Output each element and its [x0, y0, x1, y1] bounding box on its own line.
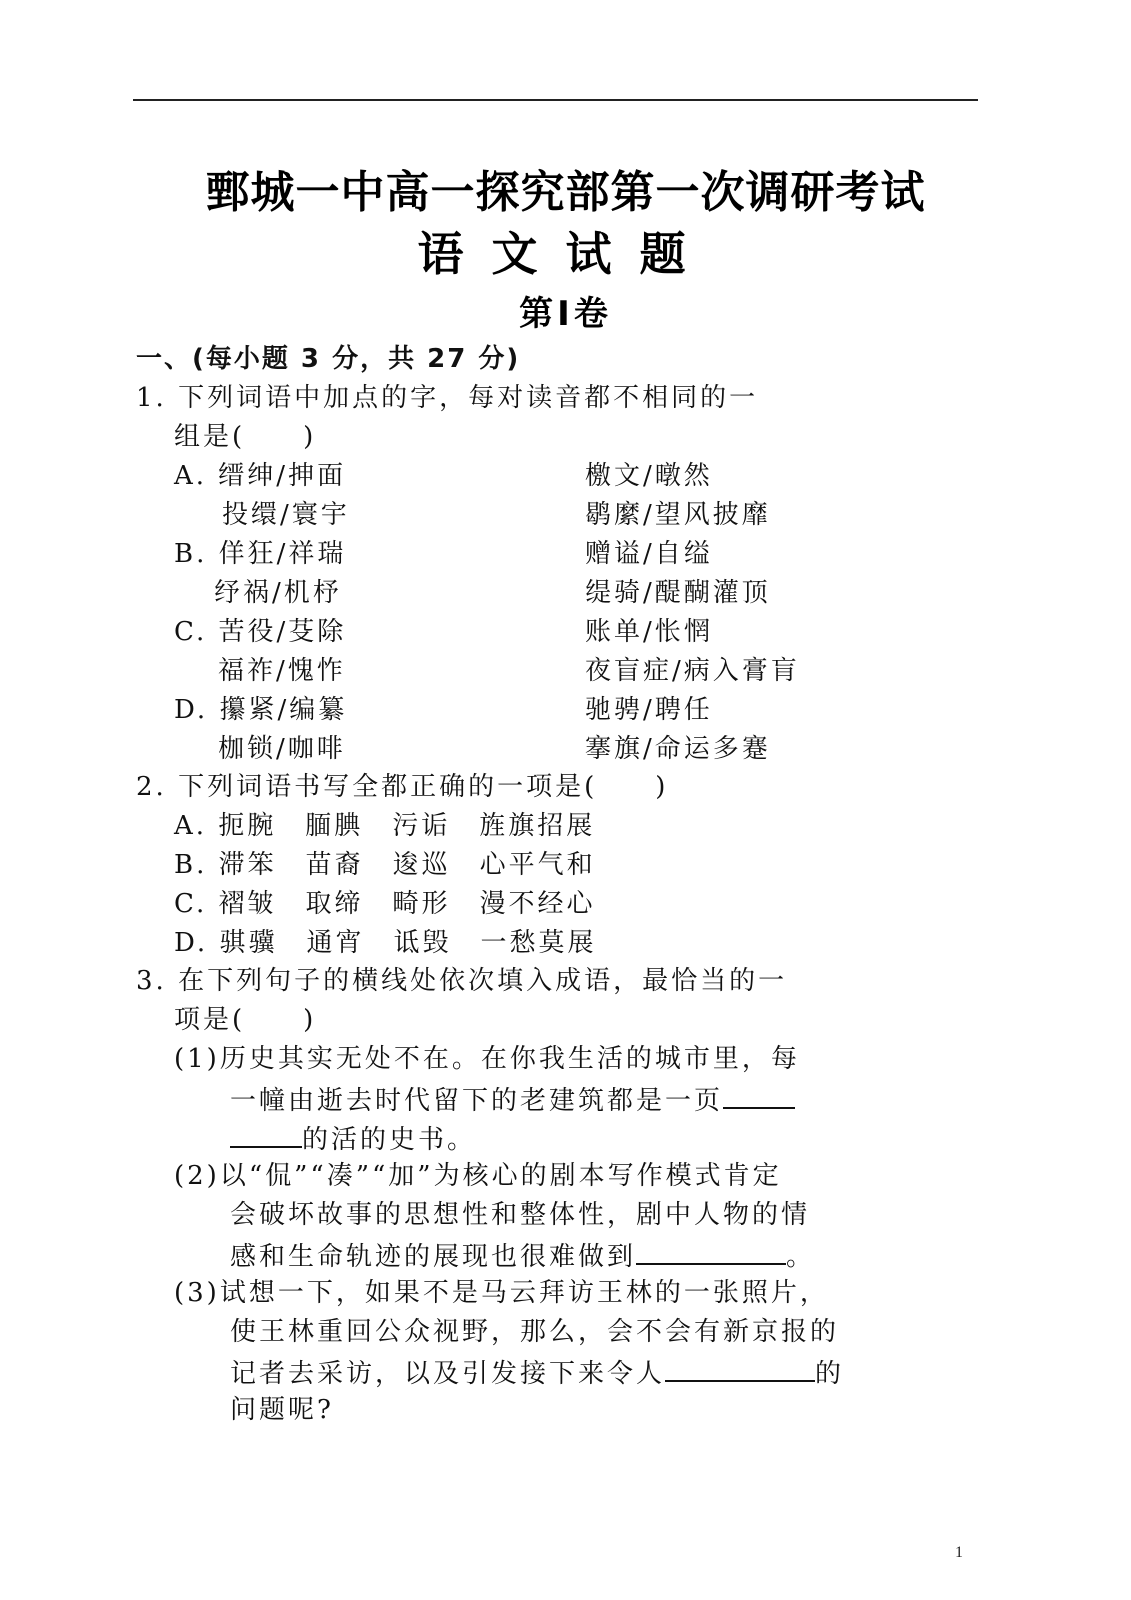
fill-blank	[665, 1354, 815, 1382]
q1-option-right: 鹖縻/望风披靡	[585, 500, 771, 530]
exam-subject-title: 语文试题	[417, 227, 714, 281]
section-heading: 一、(每小题 3 分，共 27 分)	[136, 344, 521, 374]
q1-option-right: 夜盲症/病入膏肓	[585, 656, 800, 686]
q2-option: A. 扼腕 腼腆 污诟 旌旗招展	[174, 811, 596, 841]
q3-sentence1-line3: 的活的史书。	[230, 1120, 476, 1157]
fill-blank	[723, 1081, 795, 1109]
q2-stem: 2. 下列词语书写全都正确的一项是( )	[136, 772, 669, 802]
q3-sentence2-line3: 感和生命轨迹的展现也很难做到 。	[230, 1237, 815, 1274]
q1-option-left: A. 缙绅/抻面	[174, 461, 347, 491]
volume-title: 第Ⅰ卷	[519, 294, 612, 334]
q1-option-left: 投缳/寰宇	[222, 500, 350, 530]
q3-sentence3-line1: (3)试想一下，如果不是马云拜访王林的一张照片，	[174, 1278, 829, 1308]
q1-option-left: C. 苦役/芟除	[174, 617, 347, 647]
q1-option-left: 福祚/愧怍	[218, 656, 346, 686]
q2-option: B. 滞笨 苗裔 逡巡 心平气和	[174, 850, 596, 880]
q3-sentence3-line2: 使王林重回公众视野，那么，会不会有新京报的	[230, 1317, 840, 1347]
q3-sentence1-line2: 一幢由逝去时代留下的老建筑都是一页	[230, 1081, 795, 1118]
q2-option: C. 褶皱 取缔 畸形 漫不经心	[174, 889, 596, 919]
q3-sentence3-line3: 记者去采访，以及引发接下来令人 的	[230, 1354, 844, 1391]
q3-sentence2-line2: 会破坏故事的思想性和整体性，剧中人物的情	[230, 1200, 811, 1230]
q1-option-right: 缇骑/醍醐灌顶	[585, 578, 771, 608]
q2-option: D. 骐骥 通宵 诋毁 一愁莫展	[174, 928, 597, 958]
q1-stem-line1: 1. 下列词语中加点的字，每对读音都不相同的一	[136, 383, 759, 413]
q3-stem-line2: 项是( )	[174, 1005, 317, 1035]
page-number: 1	[955, 1544, 963, 1561]
q1-option-left: B. 佯狂/祥瑞	[174, 539, 347, 569]
q1-option-right: 账单/怅惘	[585, 617, 713, 647]
q1-option-right: 檄文/暾然	[585, 461, 713, 491]
q1-option-left: 枷锁/咖啡	[218, 734, 346, 764]
fill-blank	[636, 1237, 786, 1265]
fill-blank	[230, 1120, 302, 1148]
q1-option-left: D. 攥紧/编纂	[174, 695, 348, 725]
q1-option-right: 搴旗/命运多蹇	[585, 734, 771, 764]
q3-sentence1-line1: (1)历史其实无处不在。在你我生活的城市里，每	[174, 1044, 800, 1074]
q1-stem-line2: 组是( )	[174, 422, 317, 452]
q3-sentence3-line4: 问题呢?	[230, 1395, 334, 1425]
q1-option-left: 纾祸/机杼	[214, 578, 342, 608]
q1-option-right: 驰骋/聘任	[585, 695, 713, 725]
exam-school-title: 鄄城一中高一探究部第一次调研考试	[205, 167, 926, 218]
header-rule	[133, 99, 978, 101]
q1-option-right: 赠谥/自缢	[585, 539, 713, 569]
q3-stem-line1: 3. 在下列句子的横线处依次填入成语，最恰当的一	[136, 966, 788, 996]
q3-sentence2-line1: (2)以“侃”“凑”“加”为核心的剧本写作模式肯定	[174, 1161, 782, 1191]
